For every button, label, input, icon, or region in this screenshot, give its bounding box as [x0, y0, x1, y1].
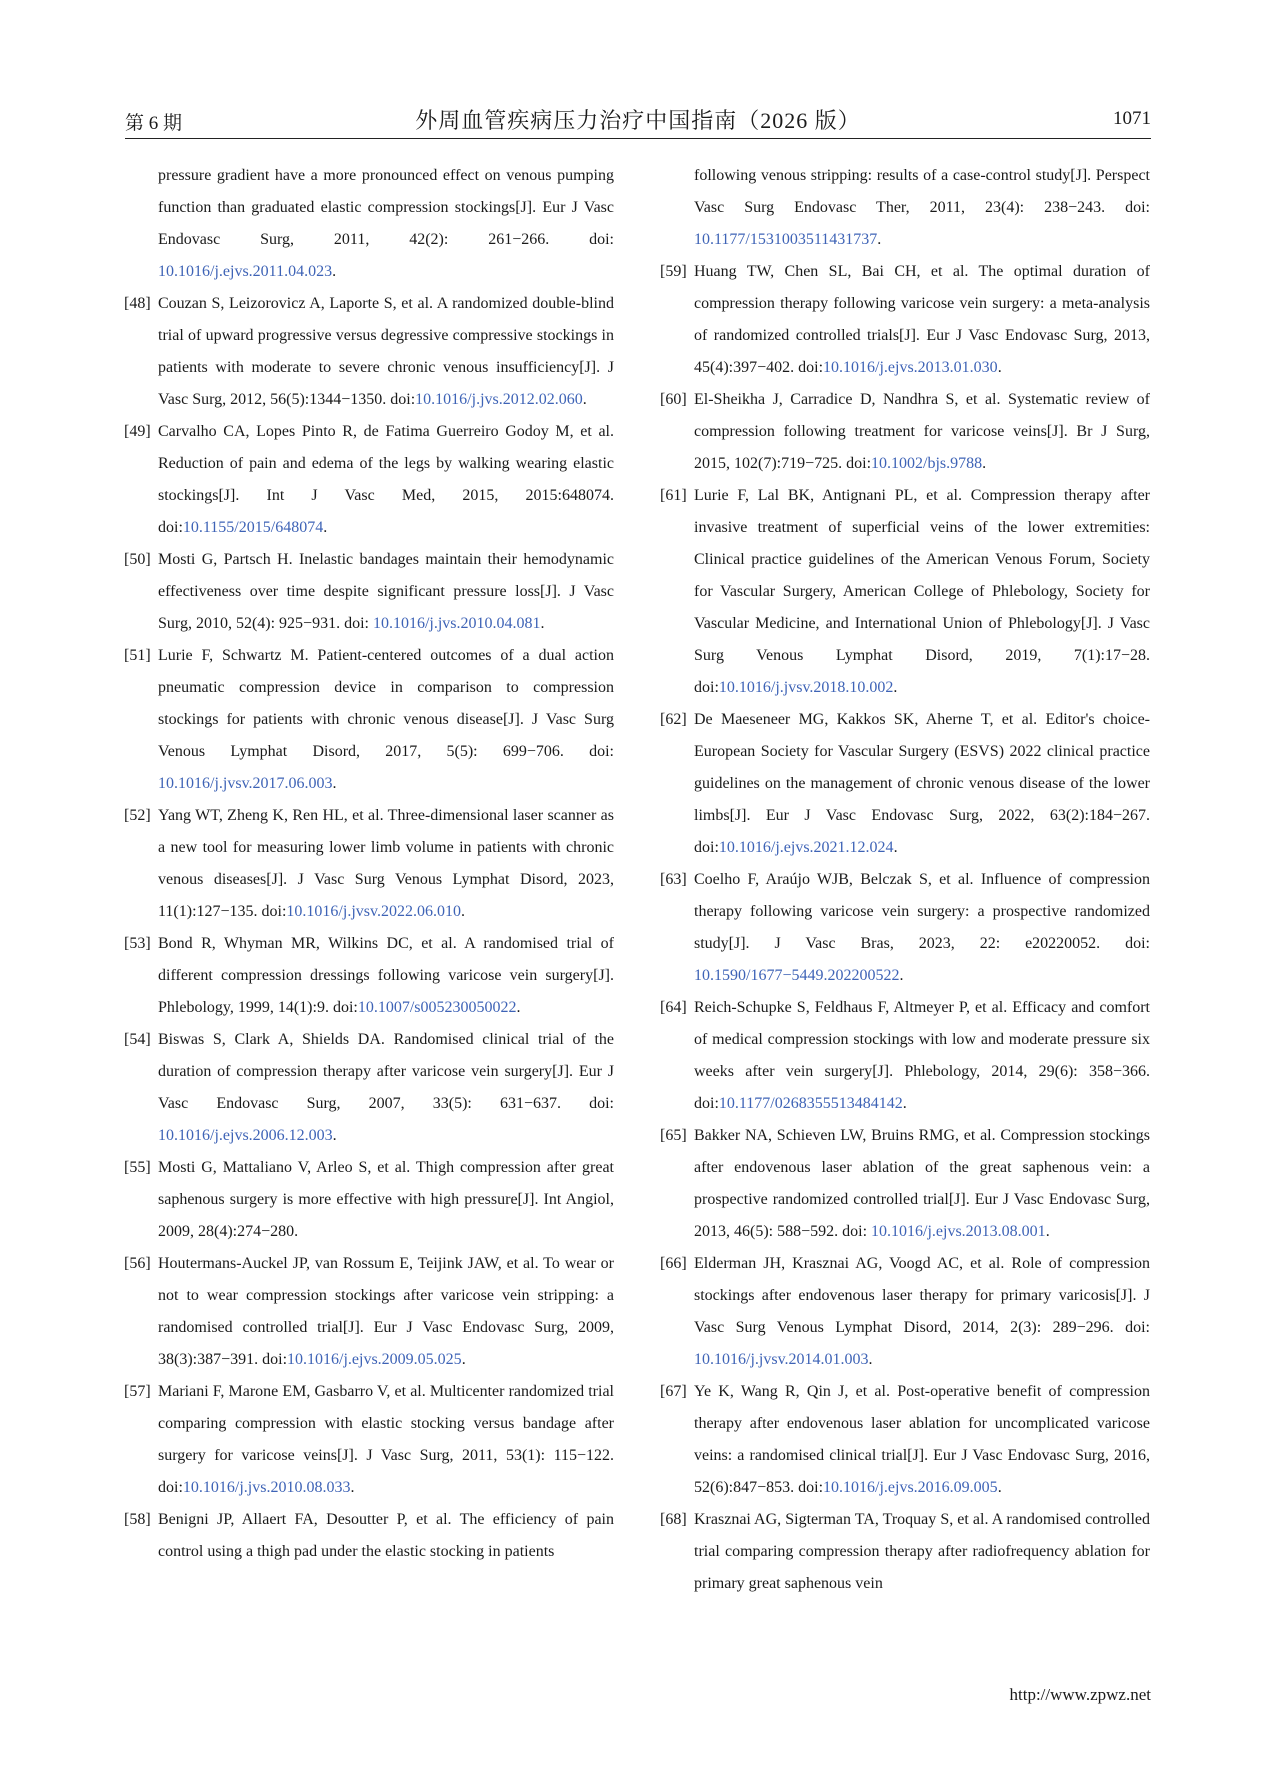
reference-body: Coelho F, Araújo WJB, Belczak S, et al. Influence of compression therapy following varicose vein surgery: a prospective randomized study[J]. J Vasc Bras, 2023, 22: e20220052. doi: 10.1590/1677−5449.202200522. [694, 871, 1150, 984]
reference-number: [52] [124, 807, 151, 824]
reference-number: [64] [660, 999, 687, 1016]
reference-number: [68] [660, 1511, 687, 1528]
doi-link[interactable]: 10.1177/0268355513484142 [718, 1095, 903, 1112]
reference-item [124, 288, 614, 416]
reference-text: Reich-Schupke S, Feldhaus F, Altmeyer P, et al. Efficacy and comfort of medical compression stockings with low and moderate pressure six weeks after vein surgery[J]. Phlebology, 2014, 29(6): 358−366. doi: [694, 999, 1150, 1112]
doi-link[interactable]: 10.1016/j.ejvs.2006.12.003 [158, 1127, 333, 1144]
doi-link[interactable]: 10.1016/j.ejvs.2016.09.005 [823, 1479, 998, 1496]
reference-number: [61] [660, 487, 687, 504]
reference-number: [67] [660, 1383, 687, 1400]
reference-item [124, 928, 614, 1024]
reference-body [158, 1152, 614, 1248]
doi-link[interactable]: 10.1016/j.jvs.2012.02.060 [415, 391, 583, 408]
reference-body: Lurie F, Lal BK, Antignani PL, et al. Compression therapy after invasive treatment of superficial veins of the lower extremities: Clinical practice guidelines of the American Venous Forum, Society for Vascular Surgery, American College of Phlebology, Society for Vascular Medicine, and International Union of Phlebology[J]. J Vasc Surg Venous Lymphat Disord, 2019, 7(1):17−28. doi:10.1016/j.jvsv.2018.10.002. [694, 487, 1150, 696]
reference-item [124, 416, 614, 544]
reference-text: Coelho F, Araújo WJB, Belczak S, et al. Influence of compression therapy following varicose vein surgery: a prospective randomized study[J]. J Vasc Bras, 2023, 22: e20220052. doi: [694, 871, 1150, 952]
page-number: 1071 [1113, 108, 1151, 129]
reference-item [124, 1504, 614, 1568]
doi-link[interactable]: 10.1016/j.ejvs.2009.05.025 [287, 1351, 462, 1368]
doi-link[interactable]: 10.1177/1531003511431737 [694, 231, 878, 248]
reference-text: Houtermans-Auckel JP, van Rossum E, Teijink JAW, et al. To wear or not to wear compression stockings after varicose vein stripping: a randomised controlled trial[J]. Eur J Vasc Endovasc Surg, 2009, 38(3):387−391. doi: [158, 1255, 614, 1368]
doi-link[interactable]: 10.1016/j.jvsv.2018.10.002 [718, 679, 894, 696]
reference-body: Mosti G, Partsch H. Inelastic bandages maintain their hemodynamic effectiveness over time despite significant pressure loss[J]. J Vasc Surg, 2010, 52(4): 925−931. doi: 10.1016/j.jvs.2010.04.081. [158, 551, 614, 632]
reference-number: [53] [124, 935, 151, 952]
reference-number: [59] [660, 263, 687, 280]
reference-body: Yang WT, Zheng K, Ren HL, et al. Three-dimensional laser scanner as a new tool for measuring lower limb volume in patients with chronic venous diseases[J]. J Vasc Surg Venous Lymphat Disord, 2023, 11(1):127−135. doi:10.1016/j.jvsv.2022.06.010. [158, 807, 614, 920]
reference-number: [58] [124, 1511, 151, 1528]
reference-item [124, 800, 614, 928]
reference-number: [57] [124, 1383, 151, 1400]
reference-item [660, 1248, 1150, 1376]
reference-number: [66] [660, 1255, 687, 1272]
reference-item [660, 1504, 1150, 1600]
reference-item [660, 480, 1150, 704]
doi-link[interactable]: 10.1590/1677−5449.202200522 [694, 967, 900, 984]
reference-text: Carvalho CA, Lopes Pinto R, de Fatima Guerreiro Godoy M, et al. Reduction of pain and edema of the legs by walking wearing elastic stockings[J]. Int J Vasc Med, 2015, 2015:648074. doi: [158, 423, 614, 536]
reference-number: [51] [124, 647, 151, 664]
reference-body: Lurie F, Schwartz M. Patient-centered outcomes of a dual action pneumatic compression device in comparison to compression stockings for patients with chronic venous disease[J]. J Vasc Surg Venous Lymphat Disord, 2017, 5(5): 699−706. doi: 10.1016/j.jvsv.2017.06.003. [158, 647, 614, 792]
reference-text: Yang WT, Zheng K, Ren HL, et al. Three-dimensional laser scanner as a new tool for measuring lower limb volume in patients with chronic venous diseases[J]. J Vasc Surg Venous Lymphat Disord, 2023, 11(1):127−135. doi: [158, 807, 614, 920]
reference-number: [50] [124, 551, 151, 568]
reference-text: Bond R, Whyman MR, Wilkins DC, et al. A randomised trial of different compression dressings following varicose vein surgery[J]. Phlebology, 1999, 14(1):9. doi: [158, 935, 614, 1016]
reference-text: El-Sheikha J, Carradice D, Nandhra S, et al. Systematic review of compression following treatment for varicose veins[J]. Br J Surg, 2015, 102(7):719−725. doi: [694, 391, 1150, 472]
reference-text: Lurie F, Schwartz M. Patient-centered outcomes of a dual action pneumatic compression device in comparison to compression stockings for patients with chronic venous disease[J]. J Vasc Surg Venous Lymphat Disord, 2017, 5(5): 699−706. doi: [158, 647, 614, 760]
reference-body: Huang TW, Chen SL, Bai CH, et al. The optimal duration of compression therapy following varicose vein surgery: a meta-analysis of randomized controlled trials[J]. Eur J Vasc Endovasc Surg, 2013, 45(4):397−402. doi:10.1016/j.ejvs.2013.01.030. [694, 263, 1150, 376]
reference-body: Reich-Schupke S, Feldhaus F, Altmeyer P, et al. Efficacy and comfort of medical compression stockings with low and moderate pressure six weeks after vein surgery[J]. Phlebology, 2014, 29(6): 358−366. doi:10.1177/0268355513484142. [694, 999, 1150, 1112]
reference-list [124, 288, 614, 1568]
reference-text: Mariani F, Marone EM, Gasbarro V, et al. Multicenter randomized trial comparing compression with elastic stocking versus bandage after surgery for varicose veins[J]. J Vasc Surg, 2011, 53(1): 115−122. doi: [158, 1383, 614, 1496]
issue-label: 第 6 期 [125, 113, 183, 134]
running-header [125, 104, 1151, 139]
reference-number: [56] [124, 1255, 151, 1272]
reference-body: Elderman JH, Krasznai AG, Voogd AC, et al. Role of compression stockings after endovenous laser therapy for primary varicosis[J]. J Vasc Surg Venous Lymphat Disord, 2014, 2(3): 289−296. doi: 10.1016/j.jvsv.2014.01.003. [694, 1255, 1150, 1368]
reference-text: Krasznai AG, Sigterman TA, Troquay S, et al. A randomised controlled trial comparing compression therapy after radiofrequency ablation for primary great saphenous vein [694, 1511, 1150, 1592]
reference-body [694, 1504, 1150, 1600]
reference-body: Mariani F, Marone EM, Gasbarro V, et al. Multicenter randomized trial comparing compression with elastic stocking versus bandage after surgery for varicose veins[J]. J Vasc Surg, 2011, 53(1): 115−122. doi:10.1016/j.jvs.2010.08.033. [158, 1383, 614, 1496]
doi-link[interactable]: 10.1016/j.jvsv.2022.06.010 [286, 903, 461, 920]
doi-link[interactable]: 10.1002/bjs.9788 [871, 455, 983, 472]
reference-text: pressure gradient have a more pronounced effect on venous pumping function than graduated elastic compression stockings[J]. Eur J Vasc Endovasc Surg, 2011, 42(2): 261−266. doi: [158, 167, 614, 248]
reference-text: Elderman JH, Krasznai AG, Voogd AC, et al. Role of compression stockings after endovenous laser therapy for primary varicosis[J]. J Vasc Surg Venous Lymphat Disord, 2014, 2(3): 289−296. doi: [694, 1255, 1150, 1336]
reference-body: Couzan S, Leizorovicz A, Laporte S, et al. A randomized double-blind trial of upward progressive versus degressive compressive stockings in patients with moderate to severe chronic venous insufficiency[J]. J Vasc Surg, 2012, 56(5):1344−1350. doi:10.1016/j.jvs.2012.02.060. [158, 295, 614, 408]
doi-link[interactable]: 10.1007/s005230050022 [357, 999, 517, 1016]
reference-body: Biswas S, Clark A, Shields DA. Randomised clinical trial of the duration of compression therapy after varicose vein surgery[J]. Eur J Vasc Endovasc Surg, 2007, 33(5): 631−637. doi: 10.1016/j.ejvs.2006.12.003. [158, 1031, 614, 1144]
reference-continuation: following venous stripping: results of a case-control study[J]. Perspect Vasc Surg Endovasc Ther, 2011, 23(4): 238−243. doi: 10.1177/1531003511431737. [694, 167, 1150, 248]
reference-text: De Maeseneer MG, Kakkos SK, Aherne T, et al. Editor's choice-European Society for Vascular Surgery (ESVS) 2022 clinical practice guidelines on the management of chronic venous disease of the lower limbs[J]. Eur J Vasc Endovasc Surg, 2022, 63(2):184−267. doi: [694, 711, 1150, 856]
reference-text: Lurie F, Lal BK, Antignani PL, et al. Compression therapy after invasive treatment of superficial veins of the lower extremities: Clinical practice guidelines of the American Venous Forum, Society for Vascular Surgery, American College of Phlebology, Society for Vascular Medicine, and International Union of Phlebology[J]. J Vasc Surg Venous Lymphat Disord, 2019, 7(1):17−28. doi: [694, 487, 1150, 696]
reference-item [660, 1120, 1150, 1248]
reference-text: following venous stripping: results of a case-control study[J]. Perspect Vasc Surg Endovasc Ther, 2011, 23(4): 238−243. doi: [694, 167, 1150, 216]
doi-link[interactable]: 10.1016/j.jvsv.2014.01.003 [694, 1351, 869, 1368]
reference-item [660, 864, 1150, 992]
reference-item [124, 1152, 614, 1248]
doi-link[interactable]: 10.1016/j.jvs.2010.04.081 [372, 615, 541, 632]
reference-continuation: pressure gradient have a more pronounced effect on venous pumping function than graduated elastic compression stockings[J]. Eur J Vasc Endovasc Surg, 2011, 42(2): 261−266. doi: 10.1016/j.ejvs.2011.04.023. [158, 167, 614, 280]
reference-text: Ye K, Wang R, Qin J, et al. Post-operative benefit of compression therapy after endovenous laser ablation for uncomplicated varicose veins: a randomised clinical trial[J]. Eur J Vasc Endovasc Surg, 2016, 52(6):847−853. doi: [694, 1383, 1150, 1496]
left-column [124, 160, 614, 1568]
reference-item [660, 992, 1150, 1120]
reference-text: Mosti G, Mattaliano V, Arleo S, et al. Thigh compression after great saphenous surgery is more effective with high pressure[J]. Int Angiol, 2009, 28(4):274−280. [158, 1159, 614, 1240]
reference-body: El-Sheikha J, Carradice D, Nandhra S, et al. Systematic review of compression following treatment for varicose veins[J]. Br J Surg, 2015, 102(7):719−725. doi:10.1002/bjs.9788. [694, 391, 1150, 472]
reference-body: Houtermans-Auckel JP, van Rossum E, Teijink JAW, et al. To wear or not to wear compression stockings after varicose vein stripping: a randomised controlled trial[J]. Eur J Vasc Endovasc Surg, 2009, 38(3):387−391. doi:10.1016/j.ejvs.2009.05.025. [158, 1255, 614, 1368]
reference-number: [48] [124, 295, 151, 312]
right-column [660, 160, 1150, 1600]
reference-body [158, 1504, 614, 1568]
reference-number: [55] [124, 1159, 151, 1176]
reference-text: Couzan S, Leizorovicz A, Laporte S, et al. A randomized double-blind trial of upward progressive versus degressive compressive stockings in patients with moderate to severe chronic venous insufficiency[J]. J Vasc Surg, 2012, 56(5):1344−1350. doi: [158, 295, 614, 408]
reference-item [660, 704, 1150, 864]
reference-item [124, 544, 614, 640]
reference-number: [65] [660, 1127, 687, 1144]
reference-body: De Maeseneer MG, Kakkos SK, Aherne T, et al. Editor's choice-European Society for Vascular Surgery (ESVS) 2022 clinical practice guidelines on the management of chronic venous disease of the lower limbs[J]. Eur J Vasc Endovasc Surg, 2022, 63(2):184−267. doi:10.1016/j.ejvs.2021.12.024. [694, 711, 1150, 856]
reference-item [660, 1376, 1150, 1504]
reference-item [124, 640, 614, 800]
reference-list [660, 256, 1150, 1600]
doi-link[interactable]: 10.1016/j.ejvs.2021.12.024 [718, 839, 894, 856]
reference-text: Bakker NA, Schieven LW, Bruins RMG, et al. Compression stockings after endovenous laser ablation of the great saphenous vein: a prospective randomized controlled trial[J]. Eur J Vasc Endovasc Surg, 2013, 46(5): 588−592. doi: [694, 1127, 1150, 1240]
doi-link[interactable]: 10.1016/j.jvs.2010.08.033 [182, 1479, 351, 1496]
reference-number: [62] [660, 711, 687, 728]
reference-number: [54] [124, 1031, 151, 1048]
reference-number: [49] [124, 423, 151, 440]
doi-link[interactable]: 10.1155/2015/648074 [182, 519, 324, 536]
reference-item [660, 384, 1150, 480]
reference-text: Biswas S, Clark A, Shields DA. Randomised clinical trial of the duration of compression therapy after varicose vein surgery[J]. Eur J Vasc Endovasc Surg, 2007, 33(5): 631−637. doi: [158, 1031, 614, 1112]
journal-article-title: 外周血管疾病压力治疗中国指南（2026 版） [415, 108, 861, 133]
reference-text: Benigni JP, Allaert FA, Desoutter P, et al. The efficiency of pain control using a thigh pad under the elastic stocking in patients [158, 1511, 614, 1560]
reference-number: [60] [660, 391, 687, 408]
reference-item [660, 256, 1150, 384]
reference-item [124, 1248, 614, 1376]
reference-body: Ye K, Wang R, Qin J, et al. Post-operative benefit of compression therapy after endovenous laser ablation for uncomplicated varicose veins: a randomised clinical trial[J]. Eur J Vasc Endovasc Surg, 2016, 52(6):847−853. doi:10.1016/j.ejvs.2016.09.005. [694, 1383, 1150, 1496]
reference-number: [63] [660, 871, 687, 888]
doi-link[interactable]: 10.1016/j.ejvs.2013.01.030 [823, 359, 998, 376]
reference-body: Bakker NA, Schieven LW, Bruins RMG, et al. Compression stockings after endovenous laser ablation of the great saphenous vein: a prospective randomized controlled trial[J]. Eur J Vasc Endovasc Surg, 2013, 46(5): 588−592. doi: 10.1016/j.ejvs.2013.08.001. [694, 1127, 1150, 1240]
doi-link[interactable]: 10.1016/j.jvsv.2017.06.003 [158, 775, 333, 792]
reference-item [124, 1024, 614, 1152]
doi-link[interactable]: 10.1016/j.ejvs.2013.08.001 [871, 1223, 1046, 1240]
reference-body: Carvalho CA, Lopes Pinto R, de Fatima Guerreiro Godoy M, et al. Reduction of pain and edema of the legs by walking wearing elastic stockings[J]. Int J Vasc Med, 2015, 2015:648074. doi:10.1155/2015/648074. [158, 423, 614, 536]
reference-text: Mosti G, Partsch H. Inelastic bandages maintain their hemodynamic effectiveness over time despite significant pressure loss[J]. J Vasc Surg, 2010, 52(4): 925−931. doi: [158, 551, 614, 632]
footer-url[interactable]: http://www.zpwz.net [1009, 1685, 1151, 1704]
reference-text: Huang TW, Chen SL, Bai CH, et al. The optimal duration of compression therapy following varicose vein surgery: a meta-analysis of randomized controlled trials[J]. Eur J Vasc Endovasc Surg, 2013, 45(4):397−402. doi: [694, 263, 1150, 376]
doi-link[interactable]: 10.1016/j.ejvs.2011.04.023 [158, 263, 333, 280]
reference-item [124, 1376, 614, 1504]
reference-body: Bond R, Whyman MR, Wilkins DC, et al. A randomised trial of different compression dressings following varicose vein surgery[J]. Phlebology, 1999, 14(1):9. doi:10.1007/s005230050022. [158, 935, 614, 1016]
